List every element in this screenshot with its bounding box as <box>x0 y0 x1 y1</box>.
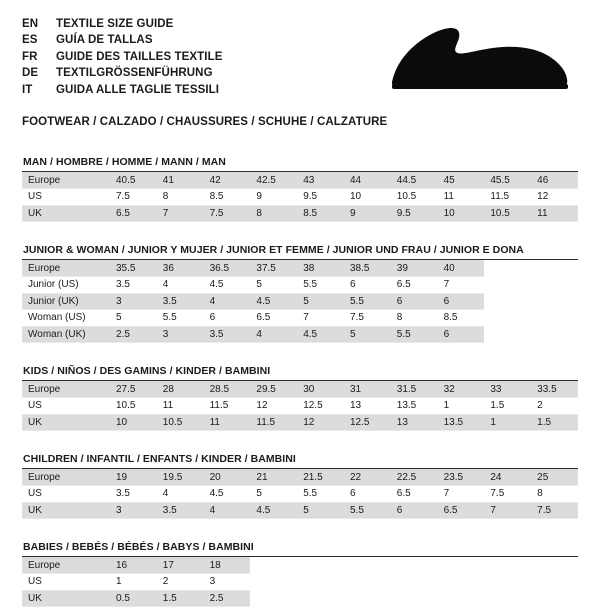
cell: 8 <box>250 205 297 222</box>
cell: 5.5 <box>297 277 344 294</box>
cell-empty <box>297 557 344 574</box>
cell: 1 <box>110 574 157 591</box>
row-label: UK <box>22 590 110 607</box>
group-heading: KIDS / NIÑOS / DES GAMINS / KINDER / BAMBINI <box>22 365 578 381</box>
cell: 10.5 <box>391 189 438 206</box>
size-group-babies <box>22 541 578 607</box>
language-row <box>22 82 352 98</box>
table-row <box>22 205 578 222</box>
cell: 41 <box>157 172 204 189</box>
table-row <box>22 502 578 519</box>
cell: 24 <box>484 469 531 486</box>
cell: 11.5 <box>250 414 297 431</box>
cell: 4 <box>204 502 251 519</box>
cell-empty <box>484 310 531 327</box>
cell: 37.5 <box>250 260 297 277</box>
cell: 10.5 <box>157 414 204 431</box>
cell: 7.5 <box>344 310 391 327</box>
row-label: US <box>22 486 110 503</box>
size-group-kids <box>22 365 578 431</box>
cell: 20 <box>204 469 251 486</box>
cell: 5 <box>250 277 297 294</box>
language-title: GUÍA DE TALLAS <box>56 34 153 47</box>
cell-empty <box>344 590 391 607</box>
cell: 30 <box>297 381 344 398</box>
table-row <box>22 172 578 189</box>
cell: 6 <box>344 486 391 503</box>
cell-empty <box>344 557 391 574</box>
cell: 33 <box>484 381 531 398</box>
language-code: DE <box>22 67 39 80</box>
cell: 4.5 <box>250 293 297 310</box>
dress-shoe-icon <box>386 22 572 94</box>
cell-empty <box>250 574 297 591</box>
size-table-junior-woman <box>22 260 578 343</box>
cell: 6.5 <box>110 205 157 222</box>
cell: 42.5 <box>250 172 297 189</box>
row-label: Woman (UK) <box>22 326 110 343</box>
cell: 4 <box>157 486 204 503</box>
table-row <box>22 277 578 294</box>
size-group-man <box>22 156 578 222</box>
cell: 45.5 <box>484 172 531 189</box>
table-row <box>22 310 578 327</box>
cell: 12 <box>531 189 578 206</box>
cell: 44 <box>344 172 391 189</box>
cell: 10.5 <box>110 398 157 415</box>
cell: 5 <box>297 502 344 519</box>
category-title: FOOTWEAR / CALZADO / CHAUSSURES / SCHUHE / CALZATURE <box>22 116 388 129</box>
cell: 6.5 <box>438 502 485 519</box>
document-header <box>22 16 578 98</box>
cell: 5.5 <box>344 293 391 310</box>
row-label: Europe <box>22 469 110 486</box>
cell-empty <box>484 277 531 294</box>
cell-empty <box>438 557 485 574</box>
cell: 8 <box>157 189 204 206</box>
row-label: US <box>22 189 110 206</box>
cell-empty <box>438 590 485 607</box>
cell: 16 <box>110 557 157 574</box>
group-heading: MAN / HOMBRE / HOMME / MANN / MAN <box>22 156 578 172</box>
table-row <box>22 557 578 574</box>
cell: 6.5 <box>391 486 438 503</box>
cell: 36.5 <box>204 260 251 277</box>
cell: 38.5 <box>344 260 391 277</box>
cell: 1 <box>438 398 485 415</box>
cell: 11.5 <box>484 189 531 206</box>
table-row <box>22 574 578 591</box>
cell: 3 <box>110 502 157 519</box>
cell-empty <box>484 557 531 574</box>
cell: 4.5 <box>297 326 344 343</box>
cell: 40.5 <box>110 172 157 189</box>
cell: 8.5 <box>438 310 485 327</box>
cell: 38 <box>297 260 344 277</box>
row-label: US <box>22 574 110 591</box>
cell: 44.5 <box>391 172 438 189</box>
cell-empty <box>297 590 344 607</box>
cell: 5 <box>110 310 157 327</box>
table-row <box>22 486 578 503</box>
cell: 7 <box>484 502 531 519</box>
cell: 21.5 <box>297 469 344 486</box>
cell: 13.5 <box>391 398 438 415</box>
cell: 1.5 <box>484 398 531 415</box>
row-label: Europe <box>22 557 110 574</box>
cell: 5.5 <box>344 502 391 519</box>
language-row <box>22 65 352 81</box>
cell: 12 <box>250 398 297 415</box>
cell: 1.5 <box>157 590 204 607</box>
cell-empty <box>531 260 578 277</box>
cell: 5.5 <box>391 326 438 343</box>
group-heading: JUNIOR & WOMAN / JUNIOR Y MUJER / JUNIOR ET FEMME / JUNIOR UND FRAU / JUNIOR E DONA <box>22 244 578 260</box>
row-label: Europe <box>22 260 110 277</box>
cell-empty <box>391 557 438 574</box>
cell: 11 <box>531 205 578 222</box>
cell: 19 <box>110 469 157 486</box>
cell: 3.5 <box>110 277 157 294</box>
cell: 7 <box>157 205 204 222</box>
row-label: Junior (UK) <box>22 293 110 310</box>
cell: 25 <box>531 469 578 486</box>
table-row <box>22 260 578 277</box>
cell: 8.5 <box>297 205 344 222</box>
cell: 9.5 <box>391 205 438 222</box>
cell: 13 <box>391 414 438 431</box>
cell: 3.5 <box>157 293 204 310</box>
cell: 9 <box>344 205 391 222</box>
language-code: FR <box>22 50 38 63</box>
row-label: UK <box>22 205 110 222</box>
cell-empty <box>438 574 485 591</box>
language-title: TEXTILE SIZE GUIDE <box>56 18 174 30</box>
table-row <box>22 381 578 398</box>
cell: 4 <box>157 277 204 294</box>
cell: 5 <box>297 293 344 310</box>
cell: 7.5 <box>204 205 251 222</box>
cell: 11 <box>157 398 204 415</box>
cell: 4.5 <box>250 502 297 519</box>
language-title: GUIDA ALLE TAGLIE TESSILI <box>56 83 220 96</box>
cell: 21 <box>250 469 297 486</box>
group-heading: BABIES / BEBÉS / BÉBÉS / BABYS / BAMBINI <box>22 541 578 557</box>
cell: 5 <box>250 486 297 503</box>
cell: 7.5 <box>531 502 578 519</box>
cell: 2.5 <box>110 326 157 343</box>
cell: 17 <box>157 557 204 574</box>
cell: 7.5 <box>110 189 157 206</box>
row-label: UK <box>22 502 110 519</box>
cell: 4.5 <box>204 486 251 503</box>
cell: 6.5 <box>250 310 297 327</box>
cell-empty <box>484 574 531 591</box>
cell: 6 <box>204 310 251 327</box>
cell: 6 <box>391 502 438 519</box>
language-row <box>22 49 352 65</box>
cell-empty <box>484 260 531 277</box>
cell: 22 <box>344 469 391 486</box>
cell: 11 <box>438 189 485 206</box>
cell: 6 <box>344 277 391 294</box>
cell: 39 <box>391 260 438 277</box>
cell: 8.5 <box>204 189 251 206</box>
row-label: Europe <box>22 172 110 189</box>
cell-empty <box>484 326 531 343</box>
language-code: IT <box>22 83 33 96</box>
cell: 8 <box>531 486 578 503</box>
size-table-man <box>22 172 578 222</box>
cell: 18 <box>204 557 251 574</box>
table-row <box>22 326 578 343</box>
cell: 3 <box>110 293 157 310</box>
cell: 10 <box>438 205 485 222</box>
cell-empty <box>531 310 578 327</box>
table-row <box>22 590 578 607</box>
table-row <box>22 189 578 206</box>
size-table-children <box>22 469 578 519</box>
cell: 3.5 <box>157 502 204 519</box>
cell: 3.5 <box>110 486 157 503</box>
cell: 1 <box>484 414 531 431</box>
size-table-kids <box>22 381 578 431</box>
row-label: UK <box>22 414 110 431</box>
cell: 6 <box>438 293 485 310</box>
cell: 42 <box>204 172 251 189</box>
cell: 32 <box>438 381 485 398</box>
cell-empty <box>250 557 297 574</box>
cell: 29.5 <box>250 381 297 398</box>
language-title-list <box>22 16 352 98</box>
cell-empty <box>391 574 438 591</box>
language-row <box>22 16 352 32</box>
cell-empty <box>391 590 438 607</box>
language-row <box>22 32 352 48</box>
cell: 10 <box>344 189 391 206</box>
cell: 9.5 <box>297 189 344 206</box>
cell: 6 <box>391 293 438 310</box>
cell: 28 <box>157 381 204 398</box>
cell-empty <box>531 293 578 310</box>
cell: 11 <box>204 414 251 431</box>
cell: 12.5 <box>297 398 344 415</box>
cell: 6.5 <box>391 277 438 294</box>
cell: 36 <box>157 260 204 277</box>
cell: 2 <box>157 574 204 591</box>
cell-empty <box>531 557 578 574</box>
size-group-children <box>22 453 578 519</box>
size-group-junior-woman <box>22 244 578 343</box>
cell: 8 <box>391 310 438 327</box>
cell: 46 <box>531 172 578 189</box>
cell: 3.5 <box>204 326 251 343</box>
cell-empty <box>344 574 391 591</box>
cell: 7 <box>297 310 344 327</box>
cell: 2.5 <box>204 590 251 607</box>
cell: 22.5 <box>391 469 438 486</box>
row-label: Woman (US) <box>22 310 110 327</box>
language-title: GUIDE DES TAILLES TEXTILE <box>56 50 223 63</box>
cell: 28.5 <box>204 381 251 398</box>
cell: 5.5 <box>297 486 344 503</box>
cell: 7 <box>438 277 485 294</box>
cell: 19.5 <box>157 469 204 486</box>
cell: 40 <box>438 260 485 277</box>
cell: 7.5 <box>484 486 531 503</box>
cell: 35.5 <box>110 260 157 277</box>
cell: 3 <box>157 326 204 343</box>
group-heading: CHILDREN / INFANTIL / ENFANTS / KINDER / BAMBINI <box>22 453 578 469</box>
row-label: US <box>22 398 110 415</box>
cell: 43 <box>297 172 344 189</box>
cell: 10 <box>110 414 157 431</box>
cell: 23.5 <box>438 469 485 486</box>
cell: 0.5 <box>110 590 157 607</box>
cell: 12 <box>297 414 344 431</box>
cell: 45 <box>438 172 485 189</box>
cell: 27.5 <box>110 381 157 398</box>
cell-empty <box>297 574 344 591</box>
cell: 5.5 <box>157 310 204 327</box>
cell-empty <box>531 277 578 294</box>
language-code: ES <box>22 34 38 47</box>
cell: 4 <box>250 326 297 343</box>
cell: 4.5 <box>204 277 251 294</box>
cell-empty <box>250 590 297 607</box>
cell: 11.5 <box>204 398 251 415</box>
cell: 4 <box>204 293 251 310</box>
cell-empty <box>531 590 578 607</box>
cell: 31.5 <box>391 381 438 398</box>
table-row <box>22 414 578 431</box>
cell-empty <box>484 293 531 310</box>
table-row <box>22 398 578 415</box>
cell: 13.5 <box>438 414 485 431</box>
cell-empty <box>484 590 531 607</box>
row-label: Europe <box>22 381 110 398</box>
cell-empty <box>531 326 578 343</box>
illustration-area <box>352 16 578 94</box>
cell: 33.5 <box>531 381 578 398</box>
cell: 9 <box>250 189 297 206</box>
cell: 6 <box>438 326 485 343</box>
cell: 12.5 <box>344 414 391 431</box>
cell: 3 <box>204 574 251 591</box>
cell: 1.5 <box>531 414 578 431</box>
cell: 31 <box>344 381 391 398</box>
cell: 13 <box>344 398 391 415</box>
table-row <box>22 469 578 486</box>
language-title: TEXTILGRÖSSENFÜHRUNG <box>56 67 213 80</box>
cell-empty <box>531 574 578 591</box>
cell: 2 <box>531 398 578 415</box>
cell: 7 <box>438 486 485 503</box>
table-row <box>22 293 578 310</box>
row-label: Junior (US) <box>22 277 110 294</box>
cell: 5 <box>344 326 391 343</box>
language-code: EN <box>22 18 39 30</box>
cell: 10.5 <box>484 205 531 222</box>
